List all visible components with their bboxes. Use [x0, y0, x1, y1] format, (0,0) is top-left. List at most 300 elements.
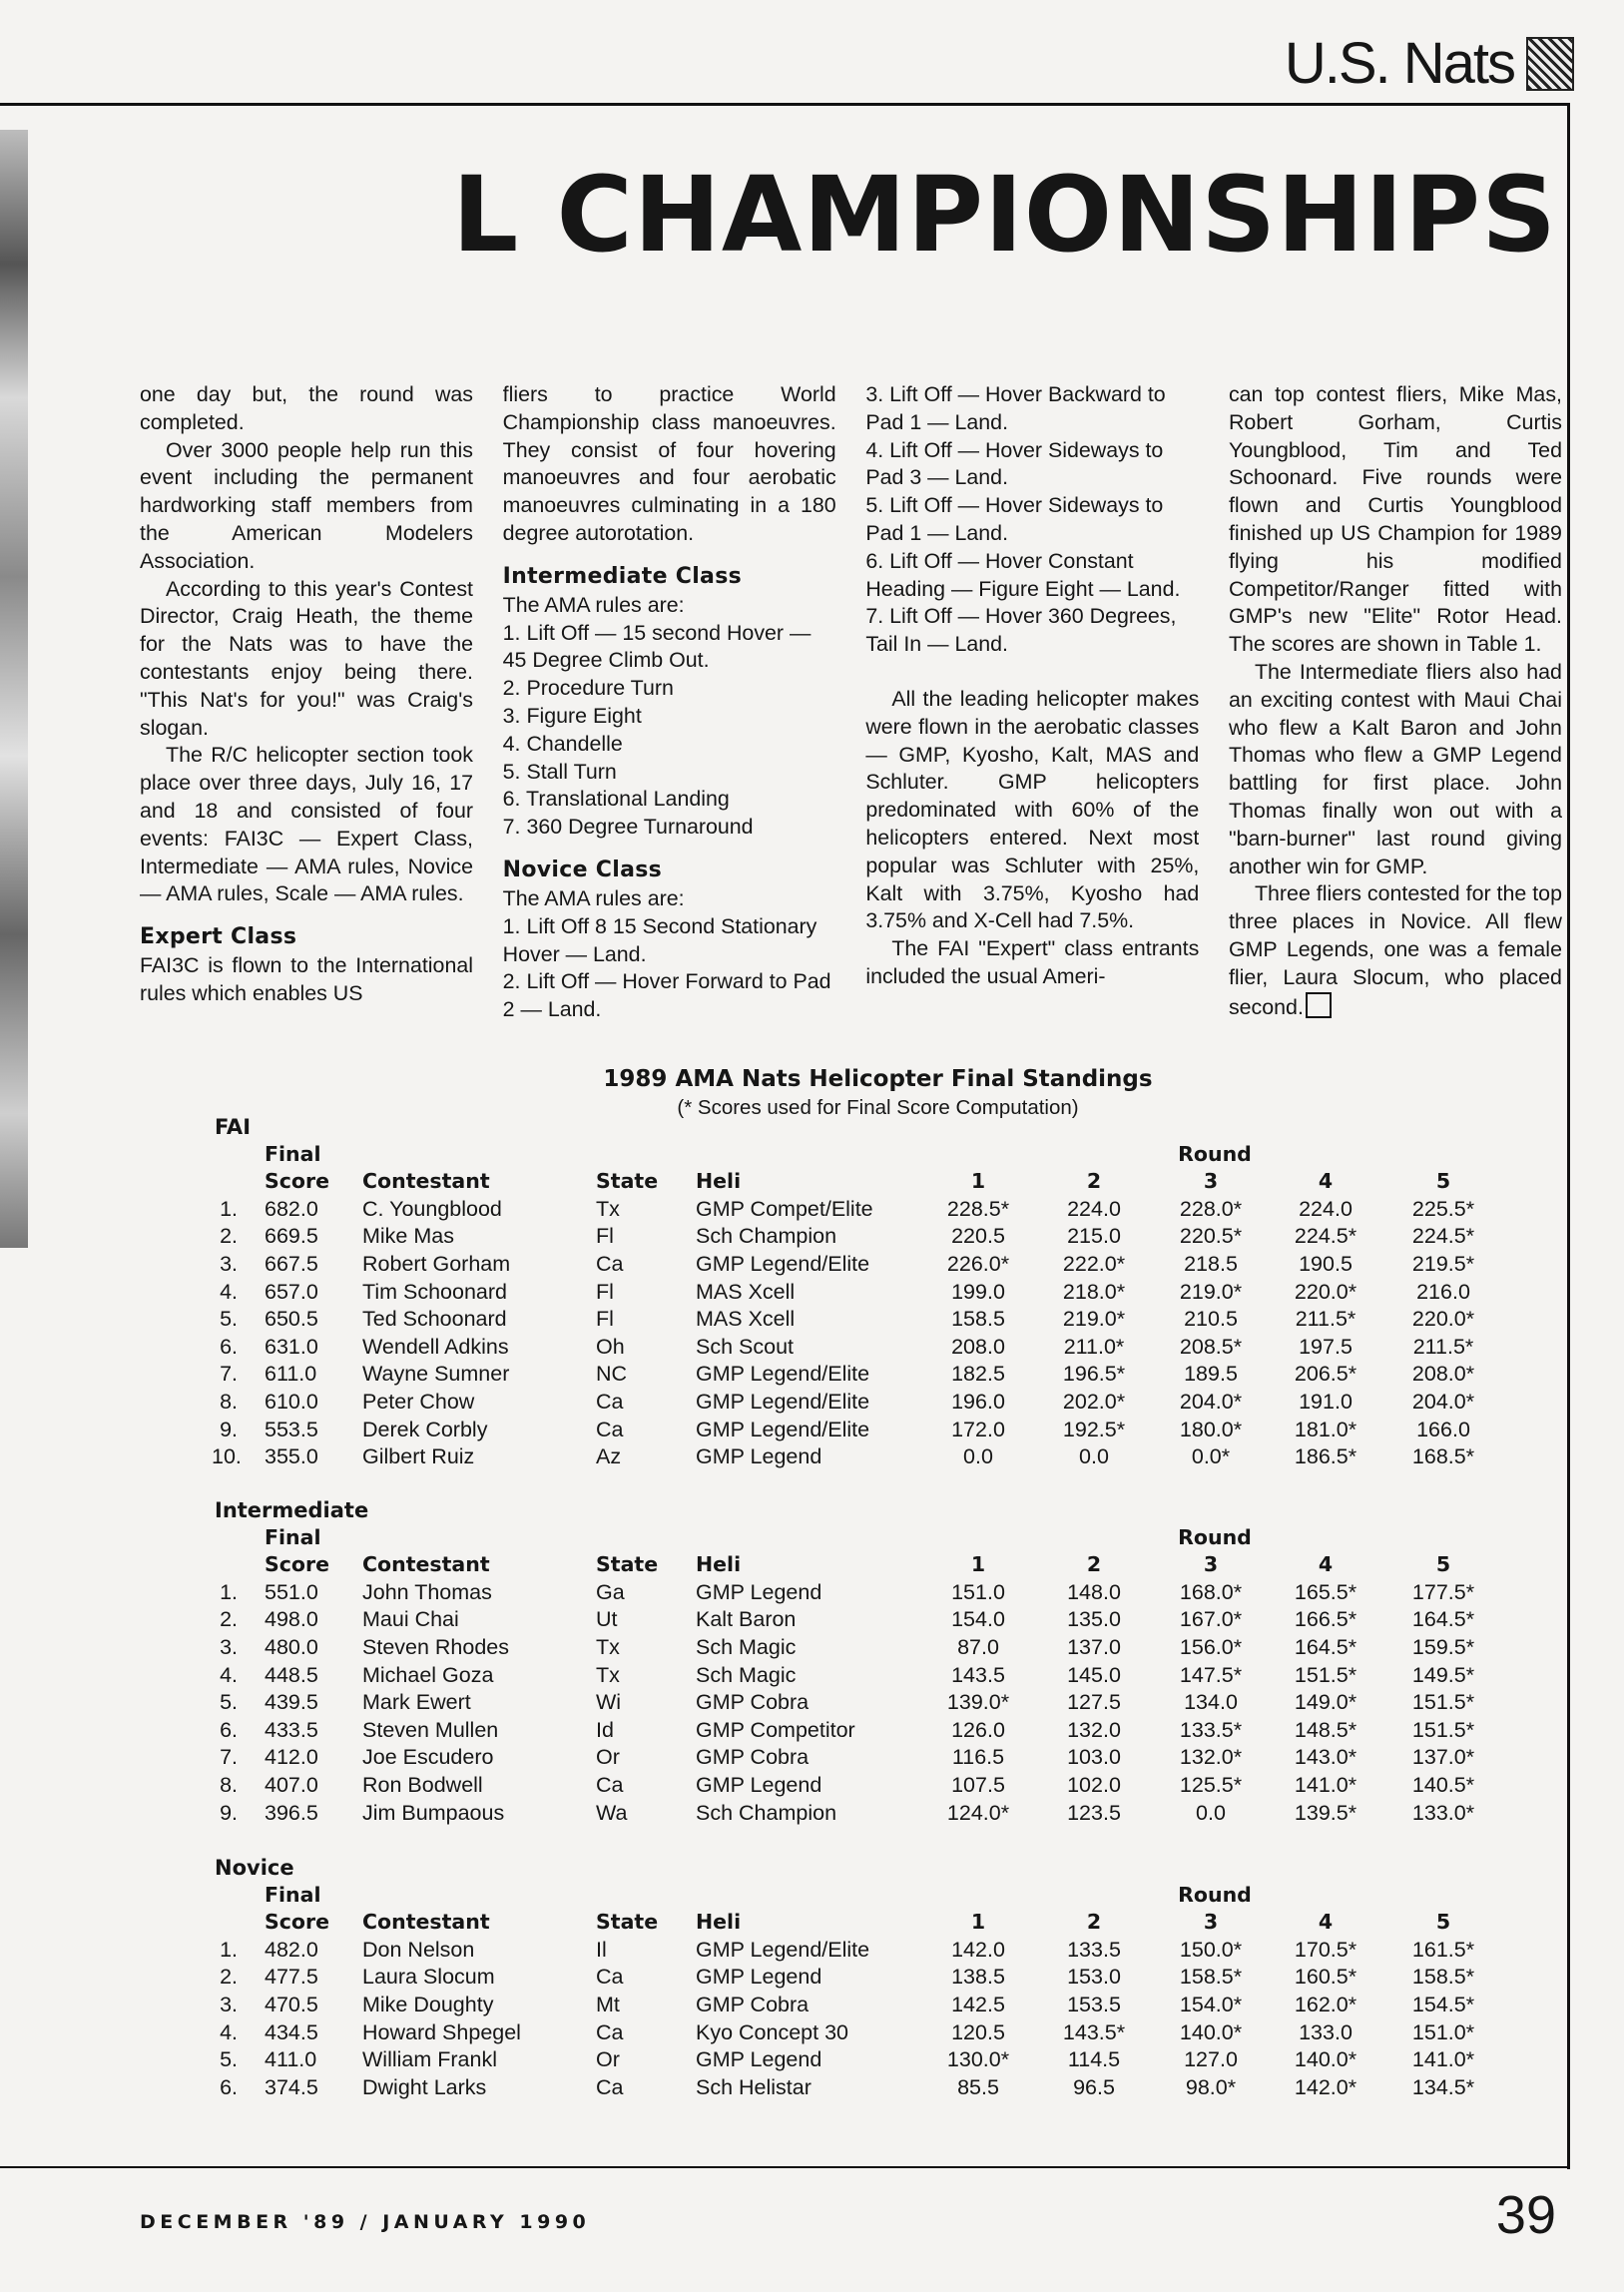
rank-cell: 8.: [220, 1390, 238, 1414]
round-5-cell: 208.0*: [1411, 1362, 1475, 1387]
header-round: Round: [1178, 1882, 1252, 1907]
round-3-cell: 127.0: [1184, 2047, 1238, 2072]
state-cell: Id: [596, 1717, 614, 1742]
round-1-cell: 87.0: [957, 1635, 999, 1659]
heading-intermediate-class: Intermediate Class: [502, 563, 742, 589]
table-row: [212, 1306, 1544, 1334]
round-2-cell: 218.0*: [1062, 1279, 1126, 1304]
score-cell: 553.5: [265, 1417, 318, 1441]
header-rounds-4: 5: [1435, 1910, 1451, 1935]
header-contestant: Contestant: [362, 1552, 490, 1577]
heli-cell: GMP Legend: [696, 1444, 822, 1469]
round-4-cell: 191.0: [1299, 1390, 1353, 1414]
round-2-cell: 148.0: [1067, 1579, 1121, 1604]
contestant-cell: Ron Bodwell: [362, 1773, 483, 1797]
round-2-cell: 153.5: [1067, 1993, 1121, 2016]
score-cell: 482.0: [265, 1937, 318, 1962]
round-1-cell: 182.5: [951, 1362, 1005, 1387]
rank-cell: 4.: [220, 1662, 238, 1687]
rank-cell: 9.: [220, 1417, 238, 1441]
heli-cell: GMP Legend/Elite: [696, 1362, 870, 1387]
table-row: [212, 2074, 1544, 2102]
round-4-cell: 133.0: [1299, 2019, 1353, 2044]
round-2-cell: 114.5: [1067, 2047, 1121, 2072]
round-5-cell: 151.5*: [1411, 1717, 1475, 1742]
rule-item: 3. Figure Eight: [502, 703, 642, 728]
rank-cell: 1.: [220, 1196, 238, 1221]
rank-cell: 5.: [220, 1307, 238, 1332]
round-4-cell: 224.0: [1299, 1196, 1353, 1221]
round-2-cell: 202.0*: [1062, 1390, 1126, 1414]
table-row: [212, 1334, 1544, 1362]
round-2-cell: 222.0*: [1062, 1252, 1126, 1276]
round-5-cell: 154.5*: [1411, 1993, 1475, 2016]
contestant-cell: Mike Mas: [362, 1224, 454, 1249]
contestant-cell: Derek Corbly: [362, 1417, 488, 1441]
round-3-cell: 168.0*: [1179, 1579, 1243, 1604]
photo-edge: [0, 130, 28, 1248]
score-cell: 434.5: [265, 2019, 318, 2044]
round-2-cell: 196.5*: [1062, 1362, 1126, 1387]
header-final: Final: [265, 1882, 321, 1907]
rule-item: 2. Procedure Turn: [502, 676, 674, 701]
heading-novice-class: Novice Class: [502, 857, 663, 882]
round-1-cell: 142.0: [951, 1937, 1005, 1962]
rule-item: 3. Lift Off — Hover Backward to Pad 1 — Land.: [865, 382, 1166, 434]
rank-cell: 5.: [220, 1690, 238, 1715]
heli-cell: Kyo Concept 30: [696, 2019, 848, 2044]
paragraph: fliers to practice World Championship class manoeuvres. They consist of four hovering manoeuvres and four aerobatic manoeuvres culminating in a 180 degree autorotation.: [502, 382, 836, 545]
header-score: Score: [265, 1552, 330, 1577]
table-row: [212, 1361, 1544, 1389]
round-5-cell: 137.0*: [1411, 1745, 1475, 1770]
heli-cell: Sch Helistar: [696, 2074, 812, 2099]
round-5-cell: 166.0: [1416, 1417, 1470, 1441]
rank-cell: 3.: [220, 1635, 238, 1659]
table-row: [212, 1279, 1544, 1307]
round-1-cell: 220.5: [951, 1224, 1005, 1249]
header-heli: Heli: [696, 1552, 742, 1577]
state-cell: Ca: [596, 1390, 624, 1414]
rank-cell: 10.: [212, 1444, 242, 1469]
rank-cell: 7.: [220, 1745, 238, 1770]
round-5-cell: 151.0*: [1411, 2019, 1475, 2044]
heli-cell: Sch Champion: [696, 1224, 837, 1249]
heli-cell: GMP Legend: [696, 1579, 822, 1604]
round-5-cell: 204.0*: [1411, 1390, 1475, 1414]
round-4-cell: 224.5*: [1294, 1224, 1357, 1249]
round-4-cell: 139.5*: [1294, 1800, 1357, 1825]
table-row: [212, 1196, 1544, 1224]
class-title: Novice: [215, 1856, 294, 1880]
score-cell: 667.5: [265, 1252, 318, 1276]
round-4-cell: 164.5*: [1294, 1635, 1357, 1659]
round-1-cell: 196.0: [951, 1390, 1005, 1414]
heli-cell: GMP Cobra: [696, 1690, 810, 1715]
state-cell: Fl: [596, 1279, 614, 1304]
round-2-cell: 143.5*: [1062, 2019, 1126, 2044]
round-4-cell: 206.5*: [1294, 1362, 1357, 1387]
frame-bottom-rule: [0, 2166, 1570, 2168]
round-3-cell: 220.5*: [1179, 1224, 1243, 1249]
article-column-1: [140, 381, 473, 1050]
article-columns: [140, 381, 1562, 1050]
table-row: [212, 1772, 1544, 1800]
heli-cell: GMP Legend/Elite: [696, 1390, 870, 1414]
contestant-cell: Wendell Adkins: [362, 1334, 509, 1359]
class-title: FAI: [215, 1115, 252, 1139]
round-5-cell: 134.5*: [1411, 2074, 1475, 2099]
round-4-cell: 140.0*: [1294, 2047, 1357, 2072]
header-row: [212, 1168, 1544, 1196]
round-5-cell: 161.5*: [1411, 1937, 1475, 1962]
round-2-cell: 0.0: [1079, 1444, 1109, 1469]
issue-date: DECEMBER '89 / JANUARY 1990: [140, 2211, 591, 2233]
round-3-cell: 125.5*: [1179, 1773, 1243, 1797]
contestant-cell: Gilbert Ruiz: [362, 1444, 475, 1469]
round-1-cell: 143.5: [951, 1662, 1005, 1687]
contestant-cell: Mike Doughty: [362, 1993, 494, 2016]
round-5-cell: 219.5*: [1411, 1252, 1475, 1276]
score-cell: 498.0: [265, 1607, 318, 1632]
round-3-cell: 134.0: [1184, 1690, 1238, 1715]
score-cell: 396.5: [265, 1800, 318, 1825]
round-4-cell: 166.5*: [1294, 1607, 1357, 1632]
contestant-cell: Robert Gorham: [362, 1252, 511, 1276]
heli-cell: GMP Cobra: [696, 1745, 810, 1770]
state-cell: Ca: [596, 1773, 624, 1797]
round-3-cell: 189.5: [1184, 1362, 1238, 1387]
table-row: [212, 1662, 1544, 1690]
contestant-cell: Tim Schoonard: [362, 1279, 507, 1304]
contestant-cell: Steven Rhodes: [362, 1635, 510, 1659]
rule-item: 1. Lift Off 8 15 Second Stationary Hover — Land.: [502, 913, 817, 966]
table-subtitle: (* Scores used for Final Score Computation): [677, 1096, 1079, 1119]
score-cell: 480.0: [265, 1635, 318, 1659]
round-4-cell: 197.5: [1299, 1334, 1353, 1359]
contestant-cell: Jim Bumpaous: [362, 1800, 505, 1825]
round-3-cell: 204.0*: [1179, 1390, 1243, 1414]
round-5-cell: 225.5*: [1411, 1196, 1475, 1221]
round-5-cell: 216.0: [1416, 1279, 1470, 1304]
header-heli: Heli: [696, 1169, 742, 1194]
score-cell: 407.0: [265, 1773, 318, 1797]
paragraph: [1229, 880, 1562, 1021]
round-5-cell: 151.5*: [1411, 1690, 1475, 1715]
heli-cell: GMP Competitor: [696, 1717, 855, 1742]
score-cell: 470.5: [265, 1993, 318, 2016]
round-2-cell: 135.0: [1067, 1607, 1121, 1632]
round-4-cell: 181.0*: [1294, 1417, 1357, 1441]
score-cell: 439.5: [265, 1690, 318, 1715]
paragraph: All the leading helicopter makes were flown in the aerobatic classes — GMP, Kyosho, Kalt, MAS and Schluter. GMP helicopters predominated with 60% of the helicopters entered. Next most popular was Schluter with 25%, Kalt with 3.75%, Kyosho had 3.75% and X-Cell had 7.5%.: [865, 686, 1200, 933]
rank-cell: 6.: [220, 2074, 238, 2099]
score-cell: 669.5: [265, 1224, 318, 1249]
heli-cell: Sch Magic: [696, 1662, 797, 1687]
page-number: 39: [1495, 2185, 1556, 2245]
header-row: [212, 1551, 1544, 1579]
state-cell: Wi: [596, 1690, 622, 1715]
rank-cell: 5.: [220, 2047, 238, 2072]
round-3-cell: 140.0*: [1179, 2019, 1243, 2044]
heli-cell: GMP Legend: [696, 1773, 822, 1797]
state-cell: NC: [596, 1362, 628, 1387]
table-row: [212, 1606, 1544, 1634]
table-row: [212, 1964, 1544, 1992]
state-cell: Ca: [596, 1417, 624, 1441]
header-score: Score: [265, 1910, 330, 1935]
round-3-cell: 154.0*: [1179, 1993, 1243, 2016]
round-1-cell: 139.0*: [946, 1690, 1010, 1715]
state-cell: Tx: [596, 1662, 620, 1687]
header-rounds-4: 5: [1435, 1552, 1451, 1577]
header-state: State: [596, 1552, 659, 1577]
header-row: [212, 1524, 1544, 1552]
contestant-cell: Steven Mullen: [362, 1717, 499, 1742]
round-3-cell: 210.5: [1184, 1307, 1238, 1332]
round-4-cell: 142.0*: [1294, 2074, 1357, 2099]
contestant-cell: Ted Schoonard: [362, 1307, 507, 1332]
heli-cell: GMP Legend: [696, 1965, 822, 1990]
round-1-cell: 120.5: [951, 2019, 1005, 2044]
contestant-cell: C. Youngblood: [362, 1196, 502, 1221]
round-4-cell: 211.5*: [1295, 1307, 1356, 1332]
round-2-cell: 123.5: [1067, 1800, 1121, 1825]
round-3-cell: 0.0: [1196, 1800, 1226, 1825]
header-rounds-1: 2: [1086, 1552, 1102, 1577]
paragraph: can top contest fliers, Mike Mas, Robert Gorham, Curtis Youngblood, Tim and Ted Schoonard. Five rounds were flown and Curtis Youngblood finished up US Champion for 1989 flying his modified Competitor/Ranger fitted with GMP's new "Elite" Rotor Head. The scores are shown in Table 1.: [1228, 382, 1562, 657]
round-1-cell: 107.5: [951, 1773, 1005, 1797]
score-cell: 682.0: [265, 1196, 318, 1221]
frame-right-rule: [1567, 103, 1570, 2169]
paragraph: The Intermediate fliers also had an exciting contest with Maui Chai who flew a Kalt Baron and John Thomas who flew a GMP Legend battling for first place. John Thomas finally won out with a "barn-burner" last round giving another win for GMP.: [1228, 659, 1562, 878]
round-1-cell: 226.0*: [946, 1252, 1010, 1276]
round-2-cell: 145.0: [1067, 1662, 1121, 1687]
round-3-cell: 132.0*: [1179, 1745, 1243, 1770]
round-2-cell: 137.0: [1067, 1635, 1121, 1659]
heli-cell: GMP Legend/Elite: [696, 1937, 870, 1962]
round-4-cell: 149.0*: [1294, 1690, 1357, 1715]
rule-item: 5. Stall Turn: [502, 759, 617, 784]
round-4-cell: 160.5*: [1294, 1965, 1357, 1990]
round-1-cell: 130.0*: [946, 2047, 1010, 2072]
table-row: [212, 1579, 1544, 1607]
paragraph: Over 3000 people help run this event including the permanent hardworking staff members from the American Modelers Association.: [140, 437, 473, 573]
round-3-cell: 218.5: [1184, 1252, 1238, 1276]
rule-item: 4. Lift Off — Hover Sideways to Pad 3 — Land.: [865, 437, 1164, 490]
contestant-cell: Don Nelson: [362, 1937, 475, 1962]
round-1-cell: 142.5: [951, 1993, 1005, 2016]
rank-cell: 4.: [220, 1279, 238, 1304]
contestant-cell: Peter Chow: [362, 1390, 475, 1414]
score-cell: 477.5: [265, 1965, 318, 1990]
round-1-cell: 124.0*: [946, 1800, 1010, 1825]
round-1-cell: 116.5: [951, 1745, 1005, 1770]
section-tag-text: U.S. Nats: [1284, 31, 1514, 96]
end-mark-icon: [1306, 992, 1332, 1018]
round-3-cell: 98.0*: [1185, 2074, 1237, 2099]
round-1-cell: 151.0: [951, 1579, 1005, 1604]
rank-cell: 2.: [220, 1607, 238, 1632]
round-5-cell: 159.5*: [1411, 1635, 1475, 1659]
state-cell: Ca: [596, 1965, 624, 1990]
heli-cell: MAS Xcell: [696, 1307, 796, 1332]
round-5-cell: 177.5*: [1411, 1579, 1475, 1604]
header-round: Round: [1178, 1141, 1252, 1166]
round-5-cell: 211.5*: [1412, 1334, 1474, 1359]
header-rounds-2: 3: [1203, 1552, 1219, 1577]
round-3-cell: 156.0*: [1179, 1635, 1243, 1659]
header-heli: Heli: [696, 1910, 742, 1935]
table-row: [212, 1634, 1544, 1662]
contestant-cell: William Frankl: [362, 2047, 497, 2072]
rank-cell: 1.: [220, 1579, 238, 1604]
state-cell: Oh: [596, 1334, 625, 1359]
round-4-cell: 190.5: [1299, 1252, 1353, 1276]
round-3-cell: 158.5*: [1179, 1965, 1243, 1990]
score-cell: 411.0: [265, 2047, 317, 2072]
header-round: Round: [1178, 1524, 1252, 1549]
score-cell: 650.5: [265, 1307, 318, 1332]
header-rounds-3: 4: [1318, 1552, 1334, 1577]
contestant-cell: Mark Ewert: [362, 1690, 471, 1715]
heli-cell: Kalt Baron: [696, 1607, 797, 1632]
round-3-cell: 180.0*: [1179, 1417, 1243, 1441]
score-cell: 448.5: [265, 1662, 318, 1687]
heli-cell: GMP Cobra: [696, 1993, 810, 2016]
rules-intro: The AMA rules are:: [502, 592, 685, 617]
round-2-cell: 103.0: [1067, 1745, 1121, 1770]
round-3-cell: 167.0*: [1179, 1607, 1243, 1632]
round-1-cell: 158.5: [951, 1307, 1005, 1332]
state-cell: Ca: [596, 2074, 624, 2099]
heading-expert-class: Expert Class: [140, 924, 297, 950]
state-cell: Ut: [596, 1607, 618, 1632]
heli-cell: GMP Legend/Elite: [696, 1252, 870, 1276]
table-row: [212, 1717, 1544, 1745]
round-2-cell: 219.0*: [1062, 1307, 1126, 1332]
round-2-cell: 102.0: [1067, 1773, 1121, 1797]
round-2-cell: 153.0: [1067, 1965, 1121, 1990]
header-contestant: Contestant: [362, 1169, 490, 1194]
header-rounds-0: 1: [970, 1552, 986, 1577]
contestant-cell: Laura Slocum: [362, 1965, 495, 1990]
round-4-cell: 162.0*: [1294, 1993, 1357, 2016]
rank-cell: 2.: [220, 1965, 238, 1990]
round-2-cell: 224.0: [1067, 1196, 1121, 1221]
round-4-cell: 148.5*: [1294, 1717, 1357, 1742]
round-3-cell: 150.0*: [1179, 1937, 1243, 1962]
header-row: [212, 1141, 1544, 1169]
state-cell: Il: [596, 1937, 607, 1962]
round-1-cell: 154.0: [951, 1607, 1005, 1632]
table-title: 1989 AMA Nats Helicopter Final Standings: [603, 1066, 1153, 1092]
rank-cell: 2.: [220, 1224, 238, 1249]
state-cell: Ca: [596, 1252, 624, 1276]
score-cell: 433.5: [265, 1717, 318, 1742]
heli-cell: GMP Legend: [696, 2047, 822, 2072]
rank-cell: 4.: [220, 2019, 238, 2044]
round-4-cell: 165.5*: [1294, 1579, 1357, 1604]
round-4-cell: 220.0*: [1294, 1279, 1357, 1304]
round-1-cell: 85.5: [957, 2074, 999, 2099]
score-cell: 412.0: [265, 1745, 318, 1770]
table-row: [212, 1443, 1544, 1471]
round-3-cell: 208.5*: [1179, 1334, 1243, 1359]
table-row: [212, 1417, 1544, 1444]
round-5-cell: 133.0*: [1411, 1800, 1475, 1825]
heli-cell: MAS Xcell: [696, 1279, 796, 1304]
rank-cell: 6.: [220, 1334, 238, 1359]
contestant-cell: Dwight Larks: [362, 2074, 487, 2099]
round-4-cell: 170.5*: [1294, 1937, 1357, 1962]
state-cell: Tx: [596, 1635, 620, 1659]
round-2-cell: 215.0: [1067, 1224, 1121, 1249]
rule-item: 4. Chandelle: [502, 731, 623, 756]
state-cell: Fl: [596, 1307, 614, 1332]
round-5-cell: 158.5*: [1411, 1965, 1475, 1990]
round-1-cell: 126.0: [951, 1717, 1005, 1742]
rank-cell: 3.: [220, 1993, 238, 2016]
paragraph: one day but, the round was completed.: [140, 382, 473, 434]
header-score: Score: [265, 1169, 330, 1194]
paragraph: The R/C helicopter section took place over three days, July 16, 17 and 18 and consisted of four events: FAI3C — Expert Class, Intermediate — AMA rules, Novice — AMA rules, Scale — AMA rules.: [140, 743, 473, 906]
contestant-cell: Wayne Sumner: [362, 1362, 510, 1387]
score-cell: 355.0: [265, 1444, 318, 1469]
state-cell: Or: [596, 1745, 620, 1770]
round-2-cell: 127.5: [1067, 1690, 1121, 1715]
rule-item: 1. Lift Off — 15 second Hover — 45 Degree Climb Out.: [502, 620, 812, 673]
round-5-cell: 140.5*: [1411, 1773, 1475, 1797]
state-cell: Tx: [596, 1196, 620, 1221]
section-tag: [1285, 30, 1574, 97]
round-4-cell: 143.0*: [1294, 1745, 1357, 1770]
header-rounds-3: 4: [1318, 1910, 1334, 1935]
round-1-cell: 172.0: [951, 1417, 1005, 1441]
round-5-cell: 168.5*: [1411, 1444, 1475, 1469]
round-3-cell: 147.5*: [1179, 1662, 1243, 1687]
header-rounds-2: 3: [1203, 1169, 1219, 1194]
contestant-cell: Michael Goza: [362, 1662, 494, 1687]
header-rounds-0: 1: [970, 1910, 986, 1935]
table-row: [212, 2019, 1544, 2047]
round-3-cell: 219.0*: [1179, 1279, 1243, 1304]
state-cell: Ga: [596, 1579, 625, 1604]
table-row: [212, 1992, 1544, 2019]
round-2-cell: 96.5: [1073, 2074, 1115, 2099]
header-contestant: Contestant: [362, 1910, 490, 1935]
round-2-cell: 133.5: [1067, 1937, 1121, 1962]
rule-item: 5. Lift Off — Hover Sideways to Pad 1 — Land.: [865, 493, 1164, 545]
paragraph: According to this year's Contest Director, Craig Heath, the theme for the Nats was to have the contestants enjoy being there. "This Nat's for you!" was Craig's slogan.: [140, 576, 473, 740]
header-state: State: [596, 1910, 659, 1935]
round-1-cell: 208.0: [951, 1334, 1005, 1359]
heli-cell: Sch Champion: [696, 1800, 837, 1825]
heli-cell: Sch Magic: [696, 1635, 797, 1659]
header-state: State: [596, 1169, 659, 1194]
score-cell: 374.5: [265, 2074, 318, 2099]
heli-cell: Sch Scout: [696, 1334, 794, 1359]
article-column-2: [503, 381, 836, 1050]
rank-cell: 1.: [220, 1937, 238, 1962]
round-5-cell: 224.5*: [1411, 1224, 1475, 1249]
rank-cell: 3.: [220, 1252, 238, 1276]
rank-cell: 9.: [220, 1800, 238, 1825]
table-row: [212, 2046, 1544, 2074]
rank-cell: 6.: [220, 1717, 238, 1742]
table-row: [212, 1689, 1544, 1717]
round-3-cell: 228.0*: [1179, 1196, 1243, 1221]
